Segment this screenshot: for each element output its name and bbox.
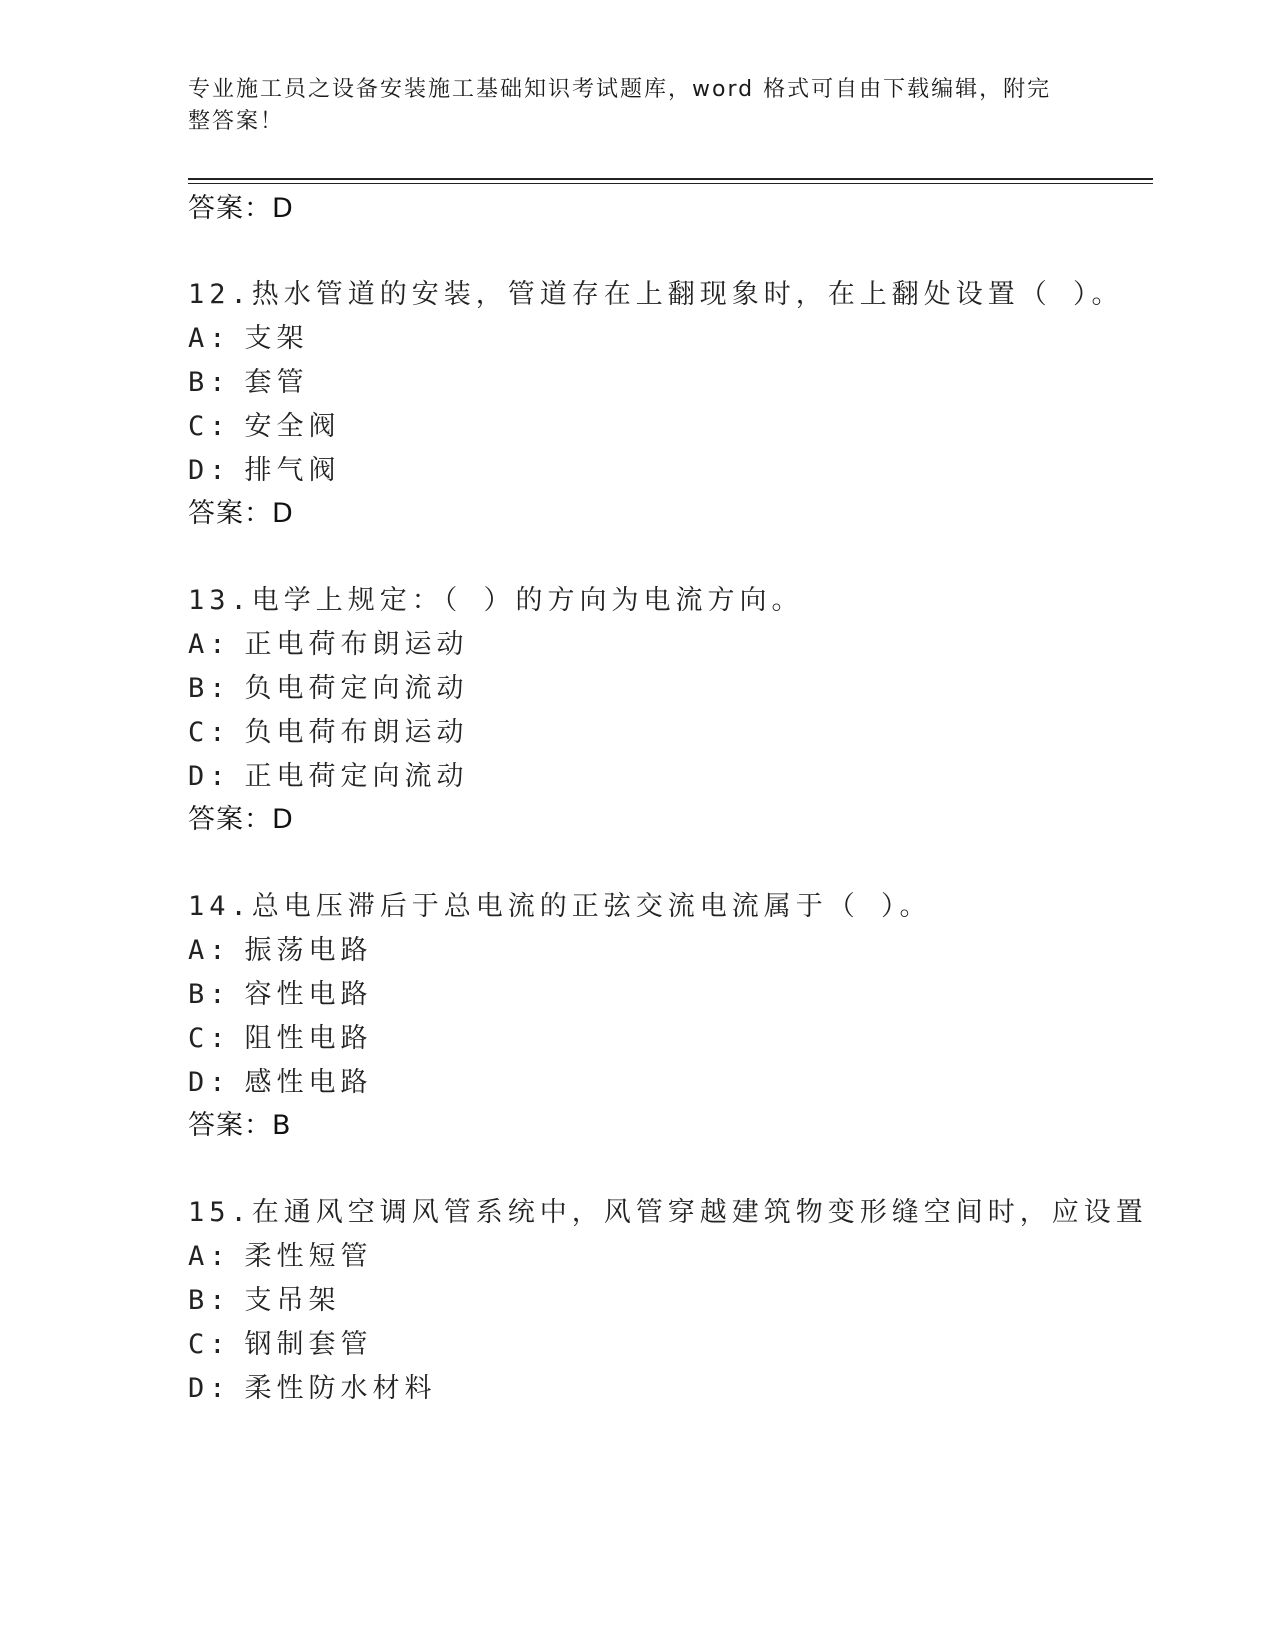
option-c (188, 1328, 373, 1362)
option-key: C: (188, 1329, 231, 1360)
option-key: B: (188, 367, 231, 398)
answer-value: D (272, 804, 294, 835)
option-text: 柔性防水材料 (244, 1373, 437, 1404)
option-b (188, 978, 373, 1012)
option-text: 安全阀 (244, 411, 341, 442)
answer-label: 答案： (188, 1110, 272, 1141)
option-key: B: (188, 1285, 231, 1316)
question-title: 15.在通风空调风管系统中，风管穿越建筑物变形缝空间时，应设置 (188, 1197, 1148, 1228)
option-text: 正电荷定向流动 (244, 761, 469, 792)
option-key: D: (188, 455, 231, 486)
option-text: 容性电路 (244, 979, 373, 1010)
option-key: C: (188, 1023, 231, 1054)
option-b (188, 366, 309, 400)
option-text: 钢制套管 (244, 1329, 373, 1360)
option-key: C: (188, 411, 231, 442)
option-a (188, 934, 373, 968)
option-key: D: (188, 1373, 231, 1404)
option-text: 正电荷布朗运动 (244, 629, 469, 660)
answer-line (188, 803, 294, 837)
option-d (188, 1066, 373, 1100)
option-key: D: (188, 761, 231, 792)
option-key: A: (188, 935, 231, 966)
option-key: C: (188, 717, 231, 748)
option-text: 排气阀 (244, 455, 341, 486)
answer-label: 答案： (188, 498, 272, 529)
header-divider (188, 178, 1153, 180)
answer-value: D (272, 193, 294, 224)
option-text: 支吊架 (244, 1285, 341, 1316)
question-title: 14.总电压滞后于总电流的正弦交流电流属于（ ）。 (188, 891, 932, 922)
option-text: 负电荷布朗运动 (244, 717, 469, 748)
option-d (188, 760, 469, 794)
option-d (188, 454, 341, 488)
answer-label: 答案： (188, 804, 272, 835)
option-text: 感性电路 (244, 1067, 373, 1098)
option-key: B: (188, 979, 231, 1010)
option-key: A: (188, 629, 231, 660)
question-title: 12.热水管道的安装，管道存在上翻现象时，在上翻处设置（ ）。 (188, 279, 1124, 310)
option-text: 支架 (244, 323, 309, 354)
option-b (188, 672, 469, 706)
option-c (188, 410, 341, 444)
option-d (188, 1372, 437, 1406)
question-title: 13.电学上规定：（ ）的方向为电流方向。 (188, 585, 804, 616)
answer-label: 答案： (188, 193, 272, 224)
answer-line (188, 1109, 292, 1143)
answer-line (188, 497, 294, 531)
option-key: B: (188, 673, 231, 704)
option-text: 阻性电路 (244, 1023, 373, 1054)
answer-line (188, 192, 294, 226)
option-a (188, 322, 309, 356)
option-text: 柔性短管 (244, 1241, 373, 1272)
answer-value: D (272, 498, 294, 529)
option-a (188, 1240, 373, 1274)
option-key: A: (188, 1241, 231, 1272)
option-text: 振荡电路 (244, 935, 373, 966)
option-text: 负电荷定向流动 (244, 673, 469, 704)
option-a (188, 628, 469, 662)
document-header: 专业施工员之设备安装施工基础知识考试题库，word 格式可自由下载编辑，附完整答案！ (188, 77, 1052, 134)
option-text: 套管 (244, 367, 309, 398)
answer-value: B (272, 1110, 292, 1141)
option-b (188, 1284, 341, 1318)
option-key: A: (188, 323, 231, 354)
option-c (188, 716, 469, 750)
option-c (188, 1022, 373, 1056)
option-key: D: (188, 1067, 231, 1098)
header-divider-thin (188, 183, 1153, 184)
